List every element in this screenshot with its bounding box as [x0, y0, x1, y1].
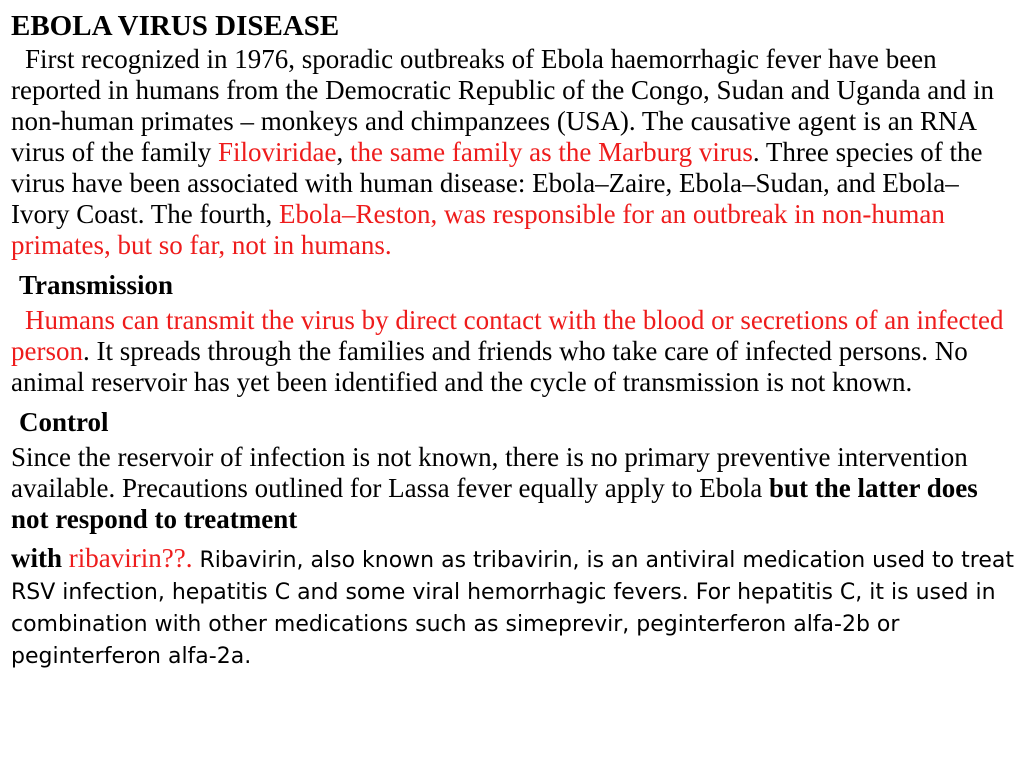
- transmission-text: . It spreads through the families and friends who take care of infected persons. No animal reservoir has yet been identified and the cycle of transmission is not known.: [11, 336, 968, 397]
- control-bold-text: but the latter does not respond to treatment: [11, 473, 978, 534]
- transmission-heading: Transmission: [19, 270, 174, 300]
- intro-paragraph: [11, 44, 1014, 261]
- ribavirin-highlight: ribavirin??.: [68, 543, 193, 573]
- control-text: Since the reservoir of infection is not known, there is no primary preventive intervention available. Precautions outlined for Lassa fever equally apply to Ebola: [11, 442, 968, 503]
- intro-text-1: First recognized in 1976, sporadic outbreaks of Ebola haemorrhagic fever have been reported in humans from the Democratic Republic of the Congo, Sudan and Uganda and in non-human primates – monkeys and chimpanzees (USA). The causative agent is an RNA virus of the family: [11, 44, 994, 167]
- transmission-highlight: Humans can transmit the virus by direct contact with the blood or secretions of an infected person: [11, 305, 1004, 366]
- page-title: EBOLA VIRUS DISEASE: [11, 10, 340, 42]
- control-paragraph: [11, 442, 1014, 535]
- ribavirin-description: Ribavirin, also known as tribavirin, is an antiviral medication used to treat RSV infection, hepatitis C and some viral hemorrhagic fevers. For hepatitis C, it is used in combination with other medications such as simeprevir, peginterferon alfa-2b or peginterferon alfa-2a.: [11, 548, 1014, 669]
- ribavirin-bold-lead: with: [11, 543, 69, 573]
- ribavirin-paragraph: [11, 543, 1014, 671]
- transmission-paragraph: [11, 305, 1014, 398]
- marburg-highlight: the same family as the Marburg virus: [349, 137, 753, 167]
- intro-text-3: . Three species of the virus have been associated with human disease: Ebola–Zaire, Ebola–Sudan, and Ebola–Ivory Coast. The fourth,: [11, 137, 983, 229]
- family-name-highlight: Filoviridae: [217, 137, 337, 167]
- control-heading: Control: [19, 407, 109, 437]
- reston-highlight: Ebola–Reston, was responsible for an outbreak in non-human primates, but so far, not in humans.: [11, 199, 945, 260]
- intro-text-2: ,: [336, 137, 350, 167]
